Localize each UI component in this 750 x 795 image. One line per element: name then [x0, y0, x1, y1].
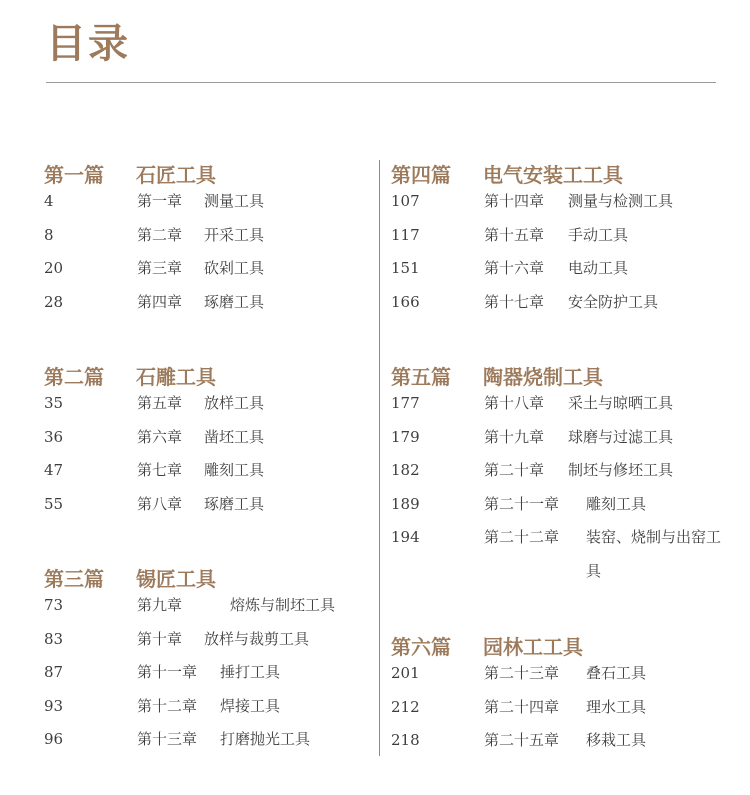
- page-number: 4: [44, 192, 54, 210]
- page-number: 55: [44, 494, 64, 513]
- chapter-number: 第五章: [137, 394, 183, 412]
- part-name: 锡匠工具: [136, 567, 216, 591]
- page-number: 36: [44, 427, 64, 446]
- chapter-title: 制坯与修坯工具: [568, 461, 674, 480]
- chapter-title: 凿坯工具: [204, 427, 265, 446]
- page-number: 20: [44, 259, 64, 278]
- chapter-number: 第九章: [137, 596, 183, 614]
- page-number: 93: [44, 696, 64, 715]
- toc-entry[interactable]: [391, 257, 731, 291]
- toc-part: [44, 160, 384, 324]
- part-heading[interactable]: [44, 362, 384, 392]
- chapter-number: 第十五章: [484, 225, 545, 244]
- page-number: 107: [391, 192, 420, 210]
- chapter-title: 捶打工具: [220, 663, 281, 682]
- chapter-title: 安全防护工具: [568, 292, 659, 311]
- chapter-number: 第一章: [137, 192, 183, 210]
- toc-entry[interactable]: [44, 257, 384, 291]
- page-number: 177: [391, 394, 420, 412]
- chapter-title: 移栽工具: [586, 731, 647, 750]
- chapter-title: 雕刻工具: [586, 494, 647, 513]
- part-name: 石雕工具: [136, 365, 216, 389]
- chapter-number: 第十七章: [484, 292, 545, 311]
- chapter-title: 琢磨工具: [204, 494, 265, 513]
- chapter-number: 第三章: [137, 259, 183, 278]
- part-number: 第六篇: [391, 635, 451, 659]
- toc-entry[interactable]: [44, 459, 384, 493]
- page-number: 73: [44, 596, 64, 614]
- part-number: 第四篇: [391, 163, 451, 187]
- page-number: 87: [44, 663, 64, 682]
- page-number: 201: [391, 664, 420, 682]
- page-number: 218: [391, 731, 420, 750]
- part-name: 园林工工具: [483, 635, 583, 659]
- part-heading[interactable]: [391, 362, 731, 392]
- chapter-number: 第十章: [137, 629, 183, 648]
- chapter-title: 开采工具: [204, 225, 265, 244]
- toc-entry[interactable]: [391, 662, 731, 696]
- chapter-number: 第六章: [137, 427, 183, 446]
- toc-part: [391, 362, 731, 593]
- title-divider: [46, 82, 716, 83]
- chapter-number: 第二十三章: [484, 664, 560, 682]
- page-number: 212: [391, 697, 420, 716]
- part-heading[interactable]: [44, 160, 384, 190]
- chapter-title: 放样与裁剪工具: [204, 629, 310, 648]
- page-number: 96: [44, 730, 64, 749]
- toc-entry[interactable]: [391, 729, 731, 763]
- toc-entry[interactable]: [391, 426, 731, 460]
- chapter-title: 电动工具: [568, 259, 629, 278]
- page-number: 117: [391, 225, 420, 244]
- toc-entry[interactable]: [44, 695, 384, 729]
- page-number: 166: [391, 292, 420, 311]
- toc-entry[interactable]: [44, 224, 384, 258]
- chapter-number: 第四章: [137, 292, 183, 311]
- chapter-number: 第七章: [137, 461, 183, 480]
- page-number: 182: [391, 461, 420, 480]
- page-number: 28: [44, 292, 64, 311]
- toc-entry[interactable]: [44, 291, 384, 325]
- page-title: 目录: [46, 21, 130, 67]
- chapter-number: 第十八章: [484, 394, 545, 412]
- part-heading[interactable]: [391, 632, 731, 662]
- toc-entry[interactable]: [391, 190, 731, 224]
- chapter-title: 熔炼与制坯工具: [230, 596, 336, 614]
- chapter-number: 第十一章: [137, 663, 198, 682]
- toc-entry[interactable]: [44, 493, 384, 527]
- page-number: 194: [391, 528, 420, 547]
- chapter-number: 第八章: [137, 494, 183, 513]
- part-heading[interactable]: [44, 564, 384, 594]
- chapter-title: 采土与晾晒工具: [568, 394, 674, 412]
- part-name: 电气安装工工具: [483, 163, 623, 187]
- chapter-title: 雕刻工具: [204, 461, 265, 480]
- toc-entry[interactable]: [44, 628, 384, 662]
- toc-entry[interactable]: [391, 392, 731, 426]
- part-heading[interactable]: [391, 160, 731, 190]
- chapter-title: 球磨与过滤工具: [568, 427, 674, 446]
- toc-entry[interactable]: [391, 459, 731, 493]
- chapter-title: 打磨抛光工具: [220, 730, 311, 749]
- chapter-number: 第二十一章: [484, 494, 560, 513]
- part-number: 第五篇: [391, 365, 451, 389]
- chapter-number: 第十二章: [137, 696, 198, 715]
- part-number: 第一篇: [44, 163, 104, 187]
- chapter-title: 手动工具: [568, 225, 629, 244]
- part-number: 第三篇: [44, 567, 104, 591]
- page-number: 47: [44, 461, 64, 480]
- page-number: 179: [391, 427, 420, 446]
- chapter-number: 第二十五章: [484, 731, 560, 750]
- chapter-number: 第二章: [137, 225, 183, 244]
- toc-part: [44, 564, 384, 762]
- chapter-title: 焊接工具: [220, 696, 281, 715]
- part-name: 石匠工具: [136, 163, 216, 187]
- page-number: 35: [44, 394, 64, 412]
- chapter-title: 测量与检测工具: [568, 192, 674, 210]
- part-name: 陶器烧制工具: [483, 365, 603, 389]
- chapter-title: 琢磨工具: [204, 292, 265, 311]
- chapter-title: 砍剁工具: [204, 259, 265, 278]
- toc-entry[interactable]: [44, 661, 384, 695]
- chapter-number: 第十三章: [137, 730, 198, 749]
- toc-entry[interactable]: [44, 190, 384, 224]
- toc-entry[interactable]: [44, 426, 384, 460]
- page-number: 83: [44, 629, 64, 648]
- chapter-number: 第二十四章: [484, 697, 560, 716]
- toc-entry[interactable]: [391, 224, 731, 258]
- toc-entry[interactable]: [391, 291, 731, 325]
- page-number: 189: [391, 494, 420, 513]
- toc-entry[interactable]: [391, 526, 731, 593]
- toc-entry[interactable]: [44, 392, 384, 426]
- chapter-title: 放样工具: [204, 394, 265, 412]
- toc-part: [391, 160, 731, 324]
- part-number: 第二篇: [44, 365, 104, 389]
- chapter-number: 第十六章: [484, 259, 545, 278]
- chapter-number: 第二十二章: [484, 528, 560, 547]
- page-number: 8: [44, 225, 54, 244]
- toc-entry[interactable]: [44, 594, 384, 628]
- page-number: 151: [391, 259, 420, 278]
- chapter-title: 叠石工具: [586, 664, 647, 682]
- chapter-number: 第十四章: [484, 192, 545, 210]
- toc-part: [44, 362, 384, 526]
- chapter-title: 装窑、烧制与出窑工具: [586, 528, 722, 581]
- toc-entry[interactable]: [391, 696, 731, 730]
- chapter-title: 理水工具: [586, 697, 647, 716]
- chapter-number: 第十九章: [484, 427, 545, 446]
- chapter-number: 第二十章: [484, 461, 545, 480]
- toc-entry[interactable]: [44, 728, 384, 762]
- chapter-title: 测量工具: [204, 192, 265, 210]
- toc-part: [391, 632, 731, 763]
